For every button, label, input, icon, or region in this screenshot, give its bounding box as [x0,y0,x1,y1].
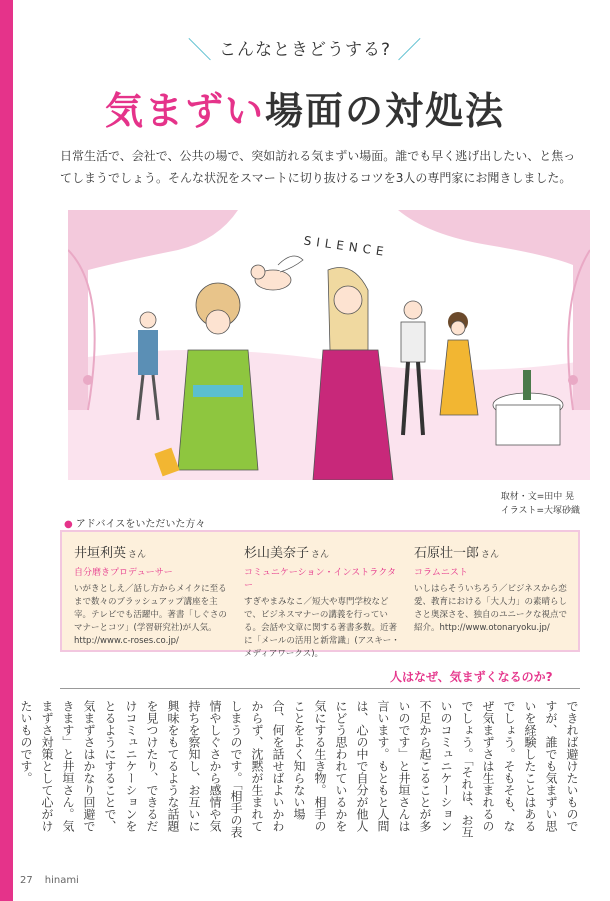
lede-paragraph: 日常生活で、会社で、公共の場で、突如訪れる気まずい場面。誰でも早く逃げ出したい、と焦ってしまうでしょう。そんな状況をスマートに切り抜けるコツを3人の専門家にお聞きしました。 [60,149,576,185]
advisor-role: コラムニスト [414,568,468,578]
kicker-text: こんなときどうする? [218,40,392,60]
credit-writer: 取材・文=田中 晃 [500,492,575,502]
left-tieback [83,375,93,385]
advisor-bio: いがきとしえ／話し方からメイクに至るまで数々のブラッシュアップ講座を主宰。テレビでも活躍中。著書「しぐさのマナーとコツ」(学習研究社)が人気。http://www.c-roses.co.jp/ [74,584,227,646]
cupid-figure [251,256,303,290]
credits [501,490,580,518]
advisor-role: コミュニケーション・インストラクター [244,568,397,591]
advisors-box [60,530,580,659]
advisor-name: 石原壮一郎 さん [414,546,500,561]
woman-yellow-dress [440,312,478,415]
title-accent: 気まずい [104,89,265,133]
advisor-bio: いしはらそういちろう／ビジネスから恋愛、教育における「大人力」の素晴らしさと奥深さを、独自のユニークな視点で紹介。http://www.otonaryoku.jp/ [414,584,568,633]
section-divider [60,688,580,689]
advisors-label [64,515,205,530]
title-rest: 場面の対処法 [265,89,506,133]
advisor-name: 井垣利英 さん [74,546,147,561]
right-slash-decoration: ／ [397,36,423,64]
advisor-card [74,542,232,648]
woman-magenta-dress [313,268,393,481]
advisor-card [244,542,402,661]
kicker [0,30,610,65]
advisor-role: 自分磨きプロデューサー [74,568,173,578]
advisor-card [414,542,572,635]
advisor-name: 杉山美奈子 さん [244,546,330,561]
page-title [0,80,610,135]
magazine-name: hinami [44,875,79,886]
credit-illustrator: イラスト=大塚砂織 [500,506,580,516]
page-footer [20,875,79,886]
page-number: 27 [20,875,33,886]
right-tieback [568,375,578,385]
silence-text: SILENCE [302,233,390,260]
bullet-icon: ● [64,519,73,530]
party-illustration [68,210,590,480]
advisor-bio: すぎやまみなこ／短大や専門学校などで、ビジネスマナーの講義を行っている。会話や文章に関する著書多数。近著に「メールの活用と新常識」(アスキー・メディアワークス)。 [244,597,400,659]
section-heading: 人はなぜ、気まずくなるのか? [390,670,553,684]
magenta-edge-bar [0,0,13,901]
article-body: できれば避けたいものですが、誰でも気まずい思いを経験したことはあるでしょう。そもそも、なぜ気まずさは生まれるのでしょう。「それは、お互いのコミュニケーション不足から起こることが多いのです」と井垣さんは言います。もともと人間は、心の中で自分が他人にどう思われているかを気にする生き物。相手のことをよく知らない場合、何を話せばよいかわからず、沈黙が生まれてしまうのです。「相手の表情やしぐさから感情や気持ちを察知し、お互いに興味をもてるような話題を見つけたり、できるだけコミュニケーションをとるようにすることで、気まずさはかなり回避できます」と井垣さん。気まずさ対策として心がけたいものです。 [19,700,579,838]
left-slash-decoration: ＼ [187,36,213,64]
advisors-label-text: アドバイスをいただいた方々 [75,519,206,530]
